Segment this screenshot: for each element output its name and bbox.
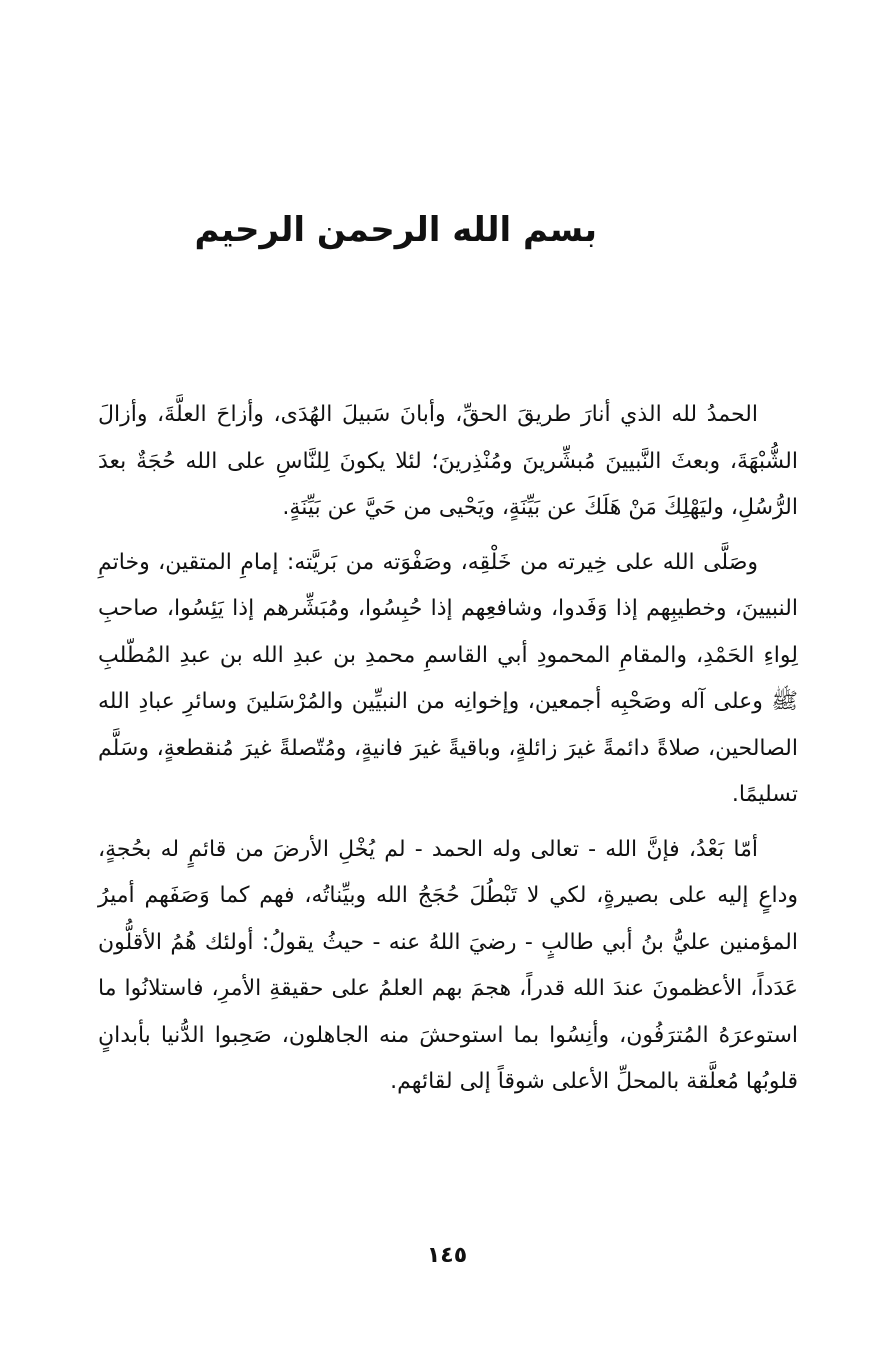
page-number: ١٤٥ [426, 1243, 468, 1268]
paragraph-amma-bad: أمّا بَعْدُ، فإنَّ الله - تعالى وله الحمد - لم يُخْلِ الأرضَ من قائمٍ له بحُجةٍ، وداعٍ إليه على بصيرةٍ، لكي لا تَبْطُلَ حُجَجُ الله وبيِّناتُه، فهم كما وَصَفَهم أميرُ المؤمنين عليُّ بنُ أبي طالبٍ - رضيَ اللهُ عنه - حيثُ يقولُ: أولئك هُمُ الأقلُّون عَدَداً، الأعظمونَ عندَ الله قدراً، هجمَ بهم العلمُ على حقيقةِ الأمرِ، فاستلانُوا ما استوعرَهُ المُترَفُون، وأنِسُوا بما استوحشَ منه الجاهلون، صَحِبوا الدُّنيا بأبدانٍ قلوبُها مُعلَّقة بالمحلِّ الأعلى شوقاً إلى لقائهم. [98, 836, 798, 1094]
basmala-heading: بسم الله الرحمن الرحيم [194, 210, 597, 250]
paragraph-praise: الحمدُ لله الذي أنارَ طريقَ الحقِّ، وأبانَ سَبيلَ الهُدَى، وأزاحَ العلَّةَ، وأزالَ الشُّبْهَةَ، وبعثَ النَّبيينَ مُبشِّرينَ ومُنْذِرينَ؛ لئلا يكونَ لِلنَّاسِ على الله حُجَةٌ بعدَ الرُّسُلِ، وليَهْلِكَ مَنْ هَلَكَ عن بَيِّنَةٍ، ويَحْيى من حَيَّ عن بَيِّنَةٍ. [98, 402, 798, 520]
paragraph-salutation: وصَلَّى الله على خِيرته من خَلْقِه، وصَفْوَته من بَريَّته: إمامِ المتقين، وخاتمِ النبيينَ، وخطيبِهم إذا وَفَدوا، وشافعِهم إذا حُبِسُوا، ومُبَشِّرهم إذا يَئِسُوا، صاحبِ لِواءِ الحَمْدِ، والمقامِ المحمودِ أبي القاسمِ محمدِ بن عبدِ الله بن عبدِ المُطّلبِ ﷺ وعلى آله وصَحْبِه أجمعين، وإخوانِه من النبيِّين والمُرْسَلينَ وسائرِ عبادِ الله الصالحين، صلاةً دائمةً غيرَ زائلةٍ، وباقيةً غيرَ فانيةٍ، ومُتّصلةً غيرَ مُنقطعةٍ، وسَلَّم تسليمًا. [98, 549, 798, 807]
body-text [98, 392, 798, 1106]
